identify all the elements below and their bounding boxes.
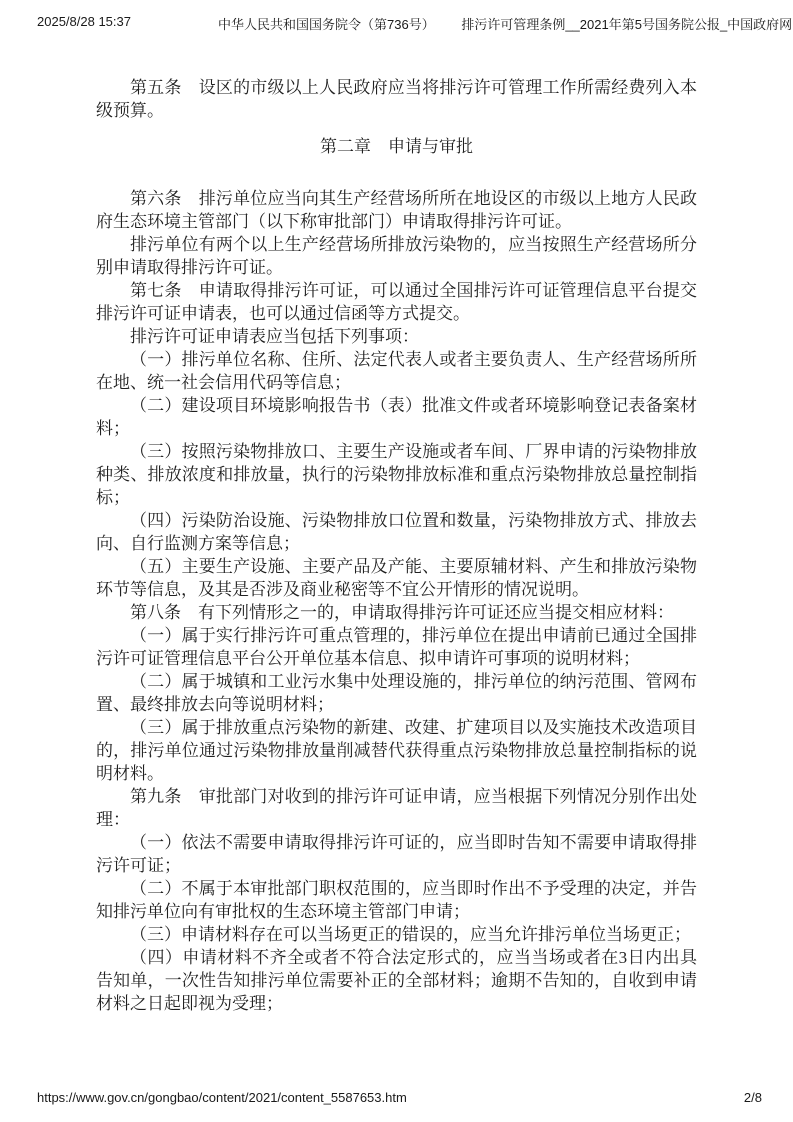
- print-header: [0, 14, 793, 30]
- chapter-heading: 第二章 申请与审批: [320, 137, 473, 156]
- paragraph: （一）属于实行排污许可重点管理的，排污单位在提出申请前已通过全国排污许可证管理信息平台公开单位基本信息、拟申请许可事项的说明材料；: [96, 626, 697, 668]
- paragraph: （三）属于排放重点污染物的新建、改建、扩建项目以及实施技术改造项目的，排污单位通过污染物排放量削减替代获得重点污染物排放总量控制指标的说明材料。: [96, 718, 697, 783]
- print-page-title: [218, 14, 792, 33]
- paragraph: （四）申请材料不齐全或者不符合法定形式的，应当当场或者在3日内出具告知单，一次性告知排污单位需要补正的全部材料；逾期不告知的，自收到申请材料之日起即视为受理；: [96, 948, 697, 1013]
- paragraph: 第八条 有下列情形之一的，申请取得排污许可证还应当提交相应材料：: [130, 603, 674, 622]
- paragraph: （四）污染防治设施、污染物排放口位置和数量，污染物排放方式、排放去向、自行监测方案等信息；: [96, 511, 697, 553]
- print-title-page-name: 排污许可管理条例__2021年第5号国务院公报_中国政府网: [461, 17, 793, 32]
- paragraph: （二）建设项目环境影响报告书（表）批准文件或者环境影响登记表备案材料；: [96, 396, 697, 438]
- paragraph: （二）不属于本审批部门职权范围的，应当即时作出不予受理的决定，并告知排污单位向有审批权的生态环境主管部门申请；: [96, 879, 697, 921]
- paragraph: 第七条 申请取得排污许可证，可以通过全国排污许可证管理信息平台提交排污许可证申请表，也可以通过信函等方式提交。: [96, 281, 697, 323]
- paragraph: （三）申请材料存在可以当场更正的错误的，应当允许排污单位当场更正；: [130, 925, 691, 944]
- source-url: https://www.gov.cn/gongbao/content/2021/content_5587653.htm: [37, 1090, 407, 1105]
- paragraph: 第六条 排污单位应当向其生产经营场所所在地设区的市级以上地方人民政府生态环境主管部门（以下称审批部门）申请取得排污许可证。: [96, 189, 697, 231]
- print-title-document-order: 中华人民共和国国务院令（第736号）: [218, 17, 435, 32]
- paragraph: 第九条 审批部门对收到的排污许可证申请，应当根据下列情况分别作出处理：: [96, 787, 697, 829]
- paragraph: （一）依法不需要申请取得排污许可证的，应当即时告知不需要申请取得排污许可证；: [96, 833, 697, 875]
- document-body: [96, 76, 697, 1015]
- print-datetime: 2025/8/28 15:37: [37, 14, 131, 29]
- paragraph: 第五条 设区的市级以上人民政府应当将排污许可管理工作所需经费列入本级预算。: [96, 78, 697, 120]
- page-indicator: 2/8: [743, 1090, 762, 1105]
- paragraph: 排污单位有两个以上生产经营场所排放污染物的，应当按照生产经营场所分别申请取得排污许可证。: [96, 235, 697, 277]
- paragraph: （三）按照污染物排放口、主要生产设施或者车间、厂界申请的污染物排放种类、排放浓度和排放量，执行的污染物排放标准和重点污染物排放总量控制指标；: [96, 442, 697, 507]
- paragraph: （五）主要生产设施、主要产品及产能、主要原辅材料、产生和排放污染物环节等信息，及其是否涉及商业秘密等不宜公开情形的情况说明。: [96, 557, 697, 599]
- paragraph: （二）属于城镇和工业污水集中处理设施的，排污单位的纳污范围、管网布置、最终排放去向等说明材料；: [96, 672, 697, 714]
- print-footer: [37, 1090, 762, 1105]
- paragraph: 排污许可证申请表应当包括下列事项：: [130, 327, 419, 346]
- paragraph: （一）排污单位名称、住所、法定代表人或者主要负责人、生产经营场所所在地、统一社会信用代码等信息；: [96, 350, 697, 392]
